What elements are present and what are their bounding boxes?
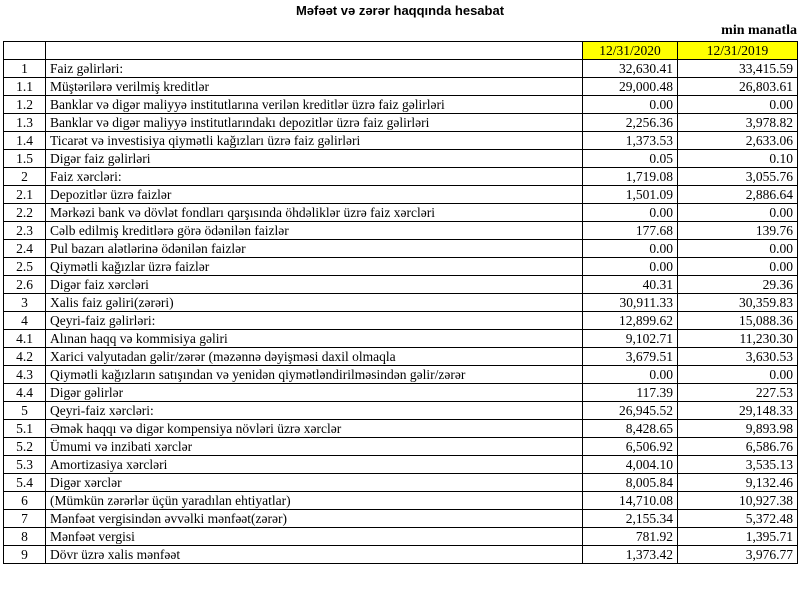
row-label: Ümumi və inzibati xərclər: [46, 438, 583, 456]
table-row: [4, 420, 798, 438]
row-number: 5: [4, 402, 46, 420]
row-value-2019: 0.10: [678, 150, 798, 168]
row-label: Qeyri-faiz gəlirləri:: [46, 312, 583, 330]
row-label: Digər faiz gəlirləri: [46, 150, 583, 168]
row-value-2019: 0.00: [678, 366, 798, 384]
row-value-2019: 139.76: [678, 222, 798, 240]
row-value-2020: 1,719.08: [583, 168, 678, 186]
row-number: 1.2: [4, 96, 46, 114]
table-row: [4, 546, 798, 564]
row-number: 2.6: [4, 276, 46, 294]
table-row: [4, 330, 798, 348]
row-label: Digər xərclər: [46, 474, 583, 492]
row-label: Faiz xərcləri:: [46, 168, 583, 186]
table-row: [4, 276, 798, 294]
row-number: 1.5: [4, 150, 46, 168]
row-value-2020: 30,911.33: [583, 294, 678, 312]
row-number: 2.5: [4, 258, 46, 276]
row-label: Əmək haqqı və digər kompensiya növləri üzrə xərclər: [46, 420, 583, 438]
row-number: 2.3: [4, 222, 46, 240]
row-number: 1.1: [4, 78, 46, 96]
row-label: Qeyri-faiz xərcləri:: [46, 402, 583, 420]
row-number: 2.1: [4, 186, 46, 204]
report-table: [3, 41, 798, 564]
row-number: 1: [4, 60, 46, 78]
report-table-body: [4, 60, 798, 564]
row-value-2020: 8,428.65: [583, 420, 678, 438]
row-label: Digər gəlirlər: [46, 384, 583, 402]
row-value-2020: 0.00: [583, 258, 678, 276]
row-label: Dövr üzrə xalis mənfəət: [46, 546, 583, 564]
row-value-2019: 3,630.53: [678, 348, 798, 366]
row-value-2020: 177.68: [583, 222, 678, 240]
table-row: [4, 456, 798, 474]
row-number: 8: [4, 528, 46, 546]
column-header-2020: 12/31/2020: [583, 42, 678, 60]
row-value-2019: 0.00: [678, 96, 798, 114]
row-number: 1.3: [4, 114, 46, 132]
table-header-row: [4, 42, 798, 60]
row-value-2019: 10,927.38: [678, 492, 798, 510]
row-value-2019: 3,978.82: [678, 114, 798, 132]
row-value-2020: 6,506.92: [583, 438, 678, 456]
row-label: Digər faiz xərcləri: [46, 276, 583, 294]
row-label: Banklar və digər maliyyə institutlarındakı depozitlər üzrə faiz gəlirləri: [46, 114, 583, 132]
row-value-2019: 227.53: [678, 384, 798, 402]
row-value-2019: 0.00: [678, 204, 798, 222]
row-value-2019: 3,055.76: [678, 168, 798, 186]
table-row: [4, 348, 798, 366]
table-row: [4, 528, 798, 546]
row-value-2019: 0.00: [678, 258, 798, 276]
row-value-2019: 29,148.33: [678, 402, 798, 420]
row-number: 4.3: [4, 366, 46, 384]
column-header-2019: 12/31/2019: [678, 42, 798, 60]
table-row: [4, 222, 798, 240]
row-label: Xarici valyutadan gəlir/zərər (məzənnə dəyişməsi daxil olmaqla: [46, 348, 583, 366]
table-row: [4, 150, 798, 168]
row-value-2019: 26,803.61: [678, 78, 798, 96]
table-row: [4, 96, 798, 114]
table-row: [4, 258, 798, 276]
row-value-2020: 9,102.71: [583, 330, 678, 348]
header-empty-label-cell: [46, 42, 583, 60]
row-value-2020: 26,945.52: [583, 402, 678, 420]
row-value-2019: 30,359.83: [678, 294, 798, 312]
table-row: [4, 294, 798, 312]
row-value-2019: 11,230.30: [678, 330, 798, 348]
row-value-2020: 117.39: [583, 384, 678, 402]
table-row: [4, 366, 798, 384]
table-row: [4, 114, 798, 132]
row-number: 5.2: [4, 438, 46, 456]
row-value-2019: 33,415.59: [678, 60, 798, 78]
row-value-2020: 32,630.41: [583, 60, 678, 78]
row-value-2019: 0.00: [678, 240, 798, 258]
row-value-2020: 781.92: [583, 528, 678, 546]
row-value-2019: 9,893.98: [678, 420, 798, 438]
row-number: 2.4: [4, 240, 46, 258]
row-label: Depozitlər üzrə faizlər: [46, 186, 583, 204]
row-label: Ticarət və investisiya qiymətli kağızları üzrə faiz gəlirləri: [46, 132, 583, 150]
row-number: 7: [4, 510, 46, 528]
row-value-2019: 9,132.46: [678, 474, 798, 492]
row-number: 4.2: [4, 348, 46, 366]
row-label: Mərkəzi bank və dövlət fondları qarşısında öhdəliklər üzrə faiz xərcləri: [46, 204, 583, 222]
row-label: Pul bazarı alətlərinə ödənilən faizlər: [46, 240, 583, 258]
table-row: [4, 492, 798, 510]
table-row: [4, 132, 798, 150]
row-value-2019: 2,633.06: [678, 132, 798, 150]
row-value-2020: 1,501.09: [583, 186, 678, 204]
row-value-2020: 1,373.53: [583, 132, 678, 150]
row-value-2020: 4,004.10: [583, 456, 678, 474]
row-value-2019: 1,395.71: [678, 528, 798, 546]
row-number: 5.1: [4, 420, 46, 438]
row-value-2020: 40.31: [583, 276, 678, 294]
table-row: [4, 240, 798, 258]
row-number: 6: [4, 492, 46, 510]
header-empty-number-cell: [4, 42, 46, 60]
row-number: 9: [4, 546, 46, 564]
row-label: Banklar və digər maliyyə institutlarına verilən kreditlər üzrə faiz gəlirləri: [46, 96, 583, 114]
row-number: 2: [4, 168, 46, 186]
table-row: [4, 204, 798, 222]
row-value-2019: 3,535.13: [678, 456, 798, 474]
row-number: 2.2: [4, 204, 46, 222]
table-row: [4, 474, 798, 492]
row-number: 1.4: [4, 132, 46, 150]
row-label: Mənfəət vergisi: [46, 528, 583, 546]
table-row: [4, 312, 798, 330]
row-label: Cəlb edilmiş kreditlərə görə ödənilən faizlər: [46, 222, 583, 240]
row-value-2019: 2,886.64: [678, 186, 798, 204]
row-label: Mənfəət vergisindən əvvəlki mənfəət(zərər): [46, 510, 583, 528]
row-value-2019: 29.36: [678, 276, 798, 294]
row-label: Faiz gəlirləri:: [46, 60, 583, 78]
page-title: Məfəət və zərər haqqında hesabat: [295, 3, 505, 18]
row-value-2020: 8,005.84: [583, 474, 678, 492]
row-number: 5.4: [4, 474, 46, 492]
table-row: [4, 402, 798, 420]
row-value-2019: 6,586.76: [678, 438, 798, 456]
row-label: Xalis faiz gəliri(zərəri): [46, 294, 583, 312]
row-label: Qiymətli kağızlar üzrə faizlər: [46, 258, 583, 276]
row-number: 4.1: [4, 330, 46, 348]
row-number: 5.3: [4, 456, 46, 474]
row-label: Qiymətli kağızların satışından və yenidən qiymətləndirilməsindən gəlir/zərər: [46, 366, 583, 384]
row-value-2020: 0.00: [583, 366, 678, 384]
row-value-2020: 29,000.48: [583, 78, 678, 96]
row-value-2020: 0.00: [583, 240, 678, 258]
row-value-2020: 3,679.51: [583, 348, 678, 366]
row-value-2020: 14,710.08: [583, 492, 678, 510]
table-row: [4, 384, 798, 402]
row-value-2020: 1,373.42: [583, 546, 678, 564]
row-number: 3: [4, 294, 46, 312]
row-value-2020: 0.00: [583, 96, 678, 114]
row-value-2020: 0.00: [583, 204, 678, 222]
row-value-2020: 2,256.36: [583, 114, 678, 132]
row-label: Müştərilərə verilmiş kreditlər: [46, 78, 583, 96]
table-row: [4, 186, 798, 204]
row-value-2020: 2,155.34: [583, 510, 678, 528]
table-row: [4, 168, 798, 186]
row-number: 4.4: [4, 384, 46, 402]
table-row: [4, 438, 798, 456]
row-value-2020: 0.05: [583, 150, 678, 168]
table-row: [4, 60, 798, 78]
row-value-2020: 12,899.62: [583, 312, 678, 330]
row-label: Amortizasiya xərcləri: [46, 456, 583, 474]
row-label: (Mümkün zərərlər üçün yaradılan ehtiyatlar): [46, 492, 583, 510]
row-value-2019: 3,976.77: [678, 546, 798, 564]
table-row: [4, 510, 798, 528]
row-value-2019: 15,088.36: [678, 312, 798, 330]
table-row: [4, 78, 798, 96]
row-number: 4: [4, 312, 46, 330]
row-value-2019: 5,372.48: [678, 510, 798, 528]
row-label: Alınan haqq və kommisiya gəliri: [46, 330, 583, 348]
unit-note: min manatla: [721, 23, 797, 38]
